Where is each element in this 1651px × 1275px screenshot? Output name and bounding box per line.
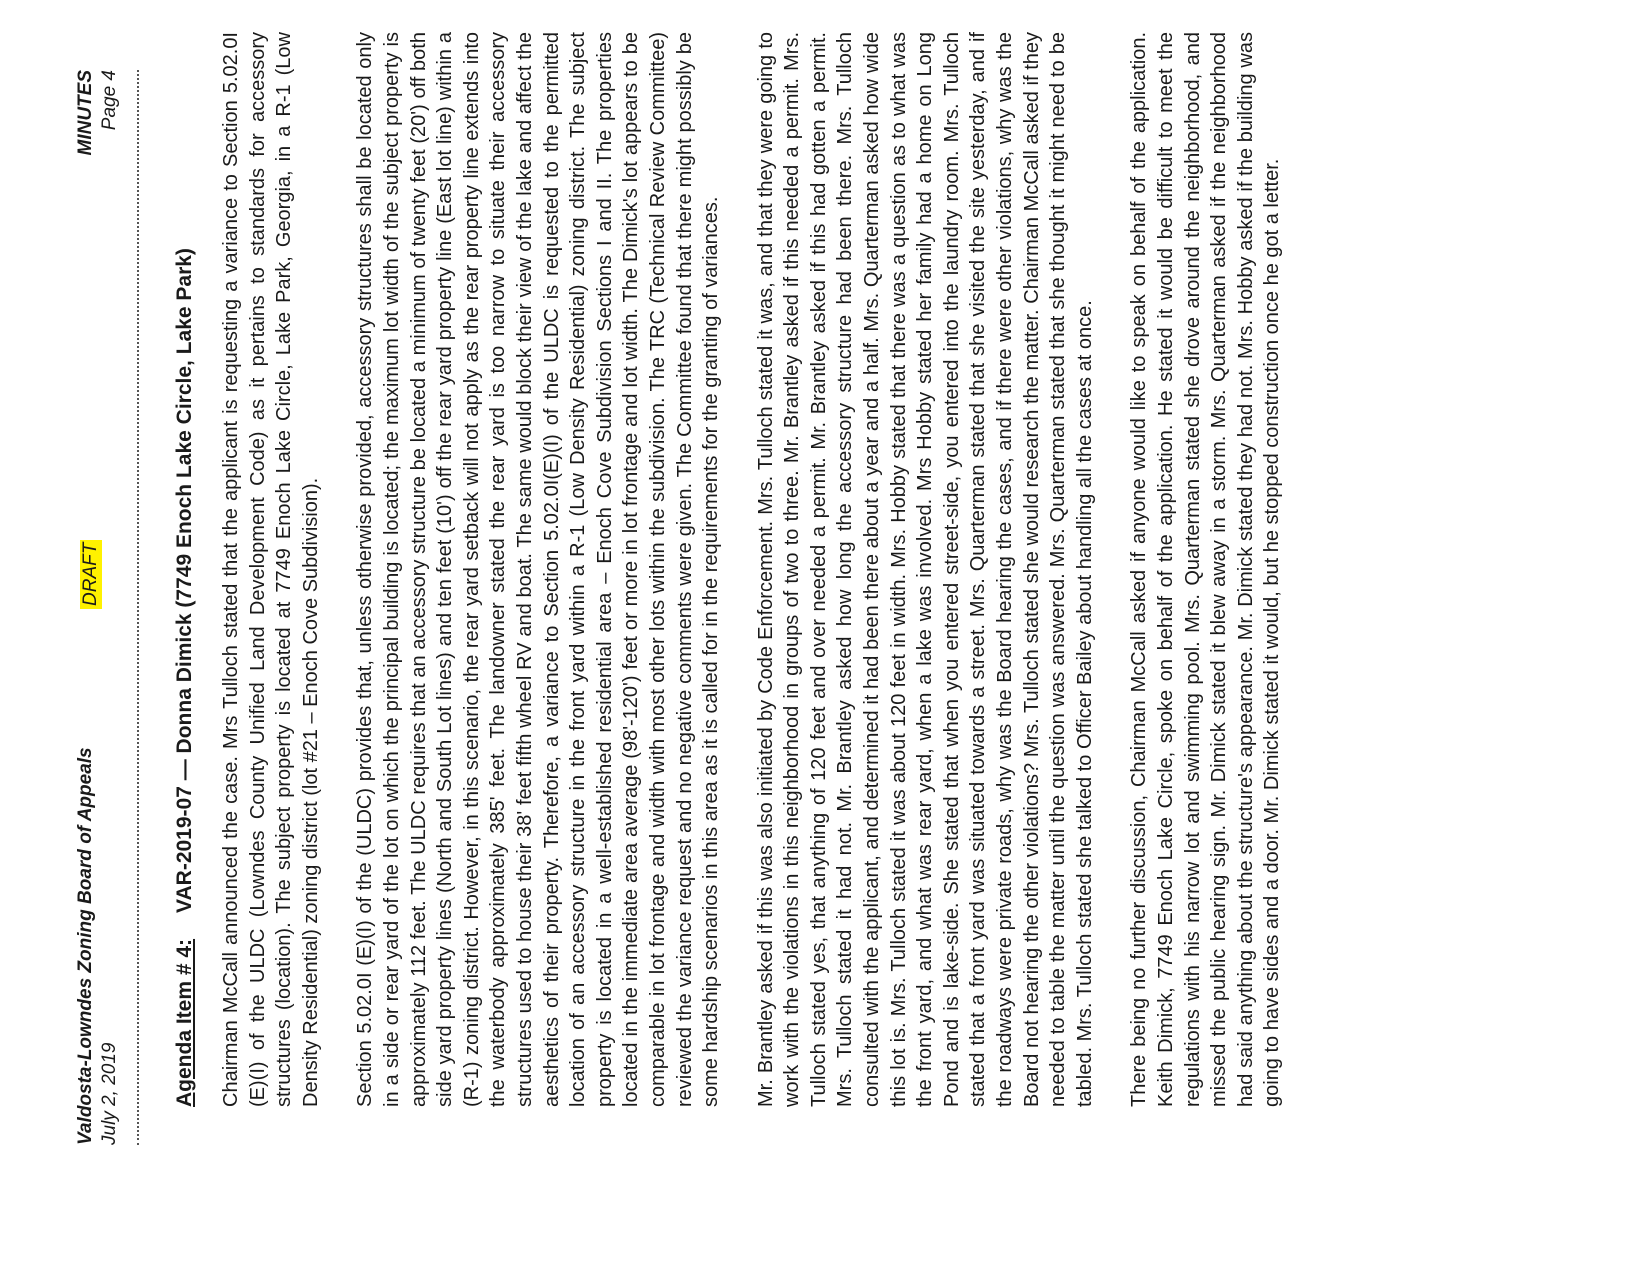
paragraph-public-hearing: There being no further discussion, Chairman McCall asked if anyone would like to speak on behalf of the application. Keith Dimick, 7749 Enoch Lake Circle, spoke on behalf of the application. He stated it would be difficult to meet the regulations with his narrow lot and swimming pool. Mrs. Quarterman stated she drove around the neighborhood, and missed the public hearing sign. Mr. Dimick stated it blew away in a storm. Mrs. Quarterman asked if the neighborhood had said anything about the structure's appearance. Mr. Dimick stated they had not. Mrs. Hobby asked if the building was going to have sides and a door. Mr. Dimick stated it would, but he stopped construction once he got a letter.	[1128, 32, 1284, 1107]
meeting-date: July 2, 2019	[99, 1042, 120, 1145]
paragraph-case-announcement: Chairman McCall announced the case. Mrs Tulloch stated that the applicant is requesting a variance to Section 5.02.0I (E)(I) of the ULDC (Lowndes County Unified Land Development Code) as it pertains to standards for accessory structures (location). The subject property is located at 7749 Enoch Lake Circle, Lake Park, Georgia, in a R-1 (Low Density Residential) zoning district (lot #21 – Enoch Cove Subdivision).	[220, 32, 322, 1107]
document-type-label: MINUTES	[75, 70, 96, 156]
minutes-body	[172, 32, 1314, 1107]
draft-watermark: DRAFT	[80, 540, 102, 609]
header-left	[74, 747, 122, 1145]
page-header	[74, 70, 136, 1145]
header-divider	[137, 70, 139, 1145]
agenda-item-heading	[172, 32, 198, 1107]
paragraph-board-discussion: Mr. Brantley asked if this was also initiated by Code Enforcement. Mrs. Tulloch stated it was, and that they were going to work with the violations in this neighborhood in groups of two to three. Mr. Brantley asked if this needed a permit. Mrs. Tulloch stated yes, that anything of 120 feet and over needed a permit. Mr. Brantley asked if this had gotten a permit. Mrs. Tulloch stated it had not. Mr. Brantley asked how long the accessory structure had been there. Mrs. Tulloch consulted with the applicant, and determined it had been there about a year and a half. Mrs. Quarterman asked how wide this lot is. Mrs. Tulloch stated it was about 120 feet in width. Mrs. Hobby stated that there was a question as to what was the front yard, and what was rear yard, when a lake was involved. Mrs Hobby stated her family had a home on Long Pond and is lake-side. She stated that when you entered street-side, you entered into the laundry room. Mrs. Tulloch stated that a front yard was situated towards a street. Mrs. Quarterman stated that she visited the site yesterday, and if the roadways were private roads, why was the Board hearing the cases, and if there were other violations, why was the Board not hearing the other violations? Mrs. Tulloch stated she would research the matter. Chairman McCall asked if they needed to table the matter until the question was answered. Mrs. Quarterman stated that she thought it might need to be tabled. Mrs. Tulloch stated she talked to Officer Bailey about handling all the cases at once.	[754, 32, 1096, 1107]
agenda-item-title: VAR-2019-07 — Donna Dimick (7749 Enoch Lake Circle, Lake Park)	[173, 248, 196, 913]
page-number: Page 4	[99, 70, 120, 131]
paragraph-uldc-section: Section 5.02.0I (E)(I) of the (ULDC) provides that, unless otherwise provided, accessory structures shall be located only in a side or rear yard of the lot on which the principal building is located; the maximum lot width of the subject property is approximately 112 feet. The ULDC requires that an accessory structure be located a minimum of twenty feet (20') off both side yard property lines (North and South Lot lines) and ten feet (10') off the rear yard property line (East lot line) within a (R-1) zoning district. However, in this scenario, the rear yard setback will not apply as the rear property line extends into the waterbody approximately 385' feet. The landowner stated the rear yard is too narrow to situate their accessory structures used to house their 38' feet fifth wheel RV and boat. The same would block their view of the lake and affect the aesthetics of their property. Therefore, a variance to Section 5.02.0I(E)(I) of the ULDC is requested to the permitted location of an accessory structure in the front yard within a R-1 (Low Density Residential) zoning district. The subject property is located in a well-established residential area – Enoch Cove Subdivision Sections I and II. The properties located in the immediate area average (98'-120') feet or more in lot frontage and lot width. The Dimick's lot appears to be comparable in lot frontage and width with most other lots within the subdivision. The TRC (Technical Review Committee) reviewed the variance request and no negative comments were given. The Committee found that there might possibly be some hardship scenarios in this area as it is called for in the requirements for the granting of variances.	[354, 32, 723, 1107]
header-right	[74, 70, 122, 156]
agenda-item-label: Agenda Item # 4:	[173, 938, 196, 1107]
board-title: Valdosta-Lowndes Zoning Board of Appeals	[75, 747, 96, 1145]
